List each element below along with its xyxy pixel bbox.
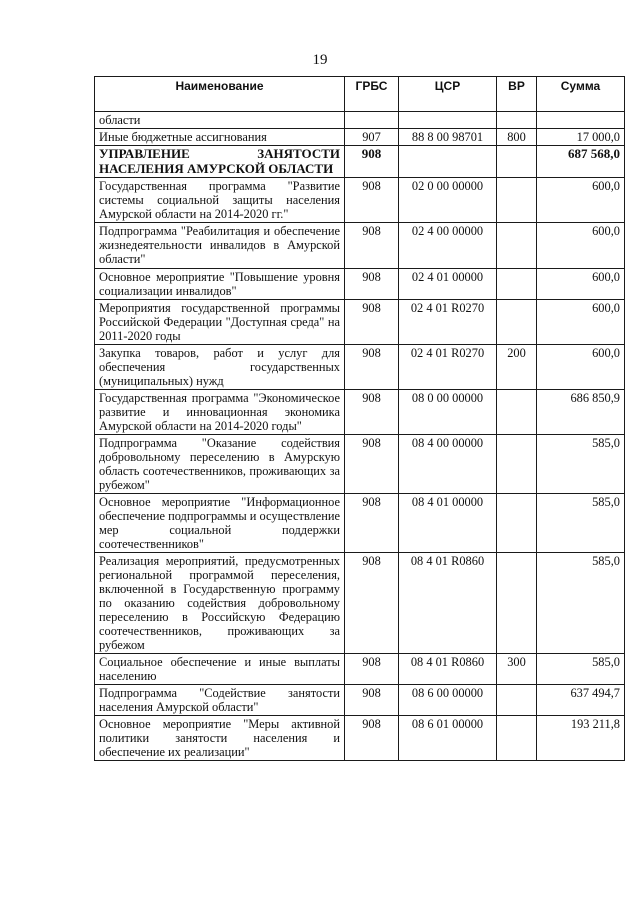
table-row — [95, 178, 625, 223]
cell-csr: 02 4 00 00000 — [399, 223, 497, 268]
cell-csr: 08 4 01 00000 — [399, 493, 497, 552]
budget-table — [94, 76, 625, 761]
cell-vr: 200 — [497, 344, 537, 389]
cell-vr — [497, 112, 537, 129]
cell-csr: 08 4 01 R0860 — [399, 552, 497, 653]
cell-csr: 02 4 01 R0270 — [399, 344, 497, 389]
cell-vr — [497, 299, 537, 344]
cell-csr: 08 4 01 R0860 — [399, 653, 497, 684]
cell-grbs: 908 — [345, 299, 399, 344]
cell-grbs: 908 — [345, 223, 399, 268]
cell-sum: 17 000,0 — [537, 129, 625, 146]
cell-csr: 88 8 00 98701 — [399, 129, 497, 146]
cell-sum: 585,0 — [537, 552, 625, 653]
cell-grbs: 908 — [345, 344, 399, 389]
cell-grbs: 908 — [345, 653, 399, 684]
cell-csr: 02 4 01 R0270 — [399, 299, 497, 344]
table-row — [95, 344, 625, 389]
cell-grbs: 908 — [345, 434, 399, 493]
cell-name: области — [95, 112, 345, 129]
cell-grbs: 908 — [345, 268, 399, 299]
cell-vr — [497, 389, 537, 434]
table-row — [95, 493, 625, 552]
table-body — [95, 112, 625, 761]
cell-sum: 600,0 — [537, 299, 625, 344]
cell-grbs: 908 — [345, 178, 399, 223]
cell-name: Основное мероприятие "Информационное обеспечение подпрограммы и осуществление мер социальной поддержки соотечественников" — [95, 493, 345, 552]
cell-name: Основное мероприятие "Меры активной политики занятости населения и обеспечение их реализации" — [95, 715, 345, 760]
cell-name: Подпрограмма "Оказание содействия добровольному переселению в Амурскую область соотечественников, проживающих за рубежом" — [95, 434, 345, 493]
cell-csr: 02 4 01 00000 — [399, 268, 497, 299]
cell-name: Социальное обеспечение и иные выплаты населению — [95, 653, 345, 684]
cell-sum: 585,0 — [537, 653, 625, 684]
cell-vr — [497, 146, 537, 178]
cell-sum: 686 850,9 — [537, 389, 625, 434]
cell-name: Реализация мероприятий, предусмотренных региональной программой переселения, включенной в Государственную программу по оказанию содействия добровольному переселению в Российскую Федерацию соотечественников, проживающих за рубежом — [95, 552, 345, 653]
cell-name: Основное мероприятие "Повышение уровня социализации инвалидов" — [95, 268, 345, 299]
header-csr: ЦСР — [399, 77, 497, 112]
cell-vr: 300 — [497, 653, 537, 684]
cell-vr — [497, 715, 537, 760]
cell-sum: 637 494,7 — [537, 684, 625, 715]
cell-grbs: 908 — [345, 146, 399, 178]
table-header-row — [95, 77, 625, 112]
cell-vr — [497, 684, 537, 715]
cell-vr — [497, 268, 537, 299]
cell-grbs: 908 — [345, 684, 399, 715]
cell-grbs: 908 — [345, 552, 399, 653]
table-row — [95, 715, 625, 760]
cell-grbs: 907 — [345, 129, 399, 146]
cell-vr — [497, 178, 537, 223]
table-row — [95, 129, 625, 146]
cell-grbs: 908 — [345, 493, 399, 552]
cell-name: Подпрограмма "Содействие занятости населения Амурской области" — [95, 684, 345, 715]
header-vr: ВР — [497, 77, 537, 112]
cell-vr — [497, 552, 537, 653]
table-row — [95, 146, 625, 178]
table-row — [95, 552, 625, 653]
cell-csr: 08 6 00 00000 — [399, 684, 497, 715]
cell-sum: 585,0 — [537, 493, 625, 552]
page-number: 19 — [312, 52, 328, 68]
table-row — [95, 389, 625, 434]
cell-grbs: 908 — [345, 715, 399, 760]
table-row — [95, 653, 625, 684]
cell-grbs — [345, 112, 399, 129]
cell-name: Подпрограмма "Реабилитация и обеспечение жизнедеятельности инвалидов в Амурской области" — [95, 223, 345, 268]
header-grbs: ГРБС — [345, 77, 399, 112]
cell-csr — [399, 146, 497, 178]
table-row — [95, 223, 625, 268]
table-row — [95, 299, 625, 344]
cell-csr: 08 0 00 00000 — [399, 389, 497, 434]
cell-name: Мероприятия государственной программы Российской Федерации "Доступная среда" на 2011-2020 годы — [95, 299, 345, 344]
cell-csr: 08 6 01 00000 — [399, 715, 497, 760]
cell-sum: 600,0 — [537, 223, 625, 268]
cell-sum: 600,0 — [537, 178, 625, 223]
cell-csr: 08 4 00 00000 — [399, 434, 497, 493]
cell-vr — [497, 434, 537, 493]
cell-name: УПРАВЛЕНИЕ ЗАНЯТОСТИ НАСЕЛЕНИЯ АМУРСКОЙ ОБЛАСТИ — [95, 146, 345, 178]
cell-csr — [399, 112, 497, 129]
table-row — [95, 434, 625, 493]
cell-sum: 600,0 — [537, 268, 625, 299]
header-sum: Сумма — [537, 77, 625, 112]
table-row — [95, 268, 625, 299]
cell-sum: 687 568,0 — [537, 146, 625, 178]
cell-sum: 600,0 — [537, 344, 625, 389]
cell-vr — [497, 223, 537, 268]
cell-name: Государственная программа "Экономическое развитие и инновационная экономика Амурской области на 2014-2020 годы" — [95, 389, 345, 434]
cell-grbs: 908 — [345, 389, 399, 434]
cell-name: Иные бюджетные ассигнования — [95, 129, 345, 146]
table-row — [95, 112, 625, 129]
cell-csr: 02 0 00 00000 — [399, 178, 497, 223]
cell-vr — [497, 493, 537, 552]
cell-name: Государственная программа "Развитие системы социальной защиты населения Амурской области на 2014-2020 гг." — [95, 178, 345, 223]
table-row — [95, 684, 625, 715]
cell-vr: 800 — [497, 129, 537, 146]
cell-sum: 585,0 — [537, 434, 625, 493]
cell-sum — [537, 112, 625, 129]
header-name: Наименование — [95, 77, 345, 112]
cell-sum: 193 211,8 — [537, 715, 625, 760]
cell-name: Закупка товаров, работ и услуг для обеспечения государственных (муниципальных) нужд — [95, 344, 345, 389]
